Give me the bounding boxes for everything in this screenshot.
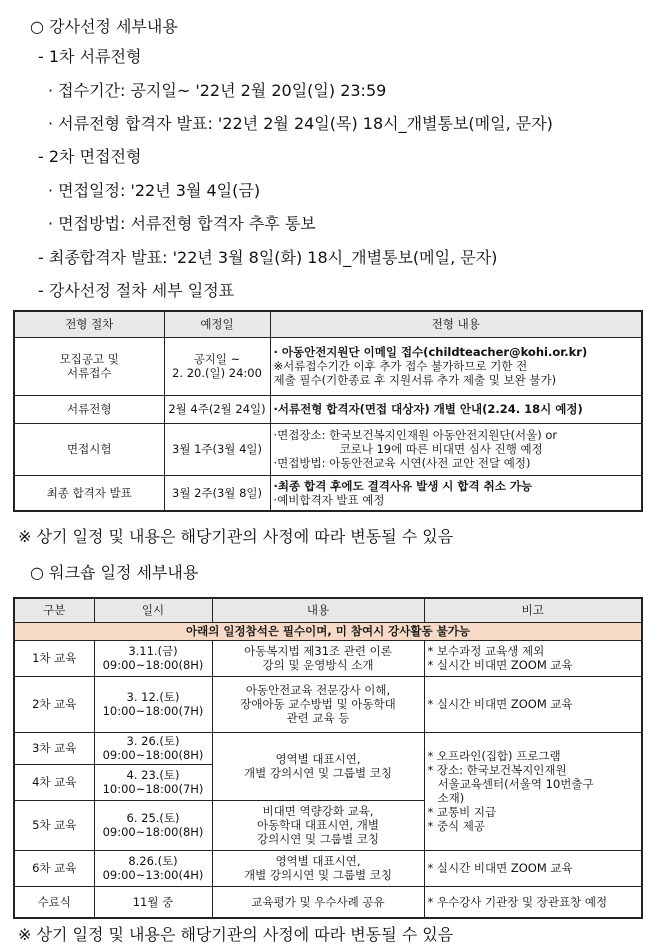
attendance-notice: 아래의 일정참석은 필수이며, 미 참여시 강사활동 불가능: [14, 622, 642, 640]
notice-change-1: ※ 상기 일정 및 내용은 해당기관의 사정에 따라 변동될 수 있음: [18, 527, 454, 546]
header-date: 예정일: [164, 311, 270, 337]
header-remarks: 비고: [424, 598, 642, 622]
selection-schedule-table: [13, 310, 643, 512]
table-row: 1차 교육 3.11.(금) 09:00~18:00(8H) 아동복지법 제31조 관련 이론 강의 및 운영방식 소개 * 보수과정 교육생 제외 * 실시간 비대면 ZOOM 교육: [14, 640, 642, 676]
header-category: 구분: [14, 598, 94, 622]
document-result-announcement: · 서류전형 합격자 발표: '22년 2월 24일(목) 18시_개별통보(메일, 문자): [48, 114, 553, 133]
table-row: 5차 교육 6. 25.(토) 09:00~18:00(8H) 비대면 역량강화 교육, 아동학대 대표시연, 개별 강의시연 및 그룹별 코칭: [14, 800, 642, 850]
schedule-table-heading: - 강사선정 절차 세부 일정표: [38, 281, 235, 300]
header-content: 내용: [212, 598, 424, 622]
table-row: 최종 합격자 발표 3월 2주(3월 8일) ·최종 합격 후에도 결격사유 발생 시 합격 취소 가능 ·예비합격자 발표 예정: [14, 475, 642, 511]
table-row: 모집공고 및 서류접수 공지일 ~ 2. 20.(일) 24:00 · 아동안전지원단 이메일 접수(childteacher@kohi.or.kr) ※서류접수기간 이후 추가 접수 불가하므로 기한 전 제출 필수(기한종료 후 지원서류 추가 제출 및 보완 불가): [14, 337, 642, 395]
header-step: 전형 절차: [14, 311, 164, 337]
section-title-selection: ○ 강사선정 세부내용: [30, 17, 178, 36]
section-title-workshop: ○ 워크숍 일정 세부내용: [30, 563, 199, 582]
table-row: 면접시험 3월 1주(3월 4일) ·면접장소: 한국보건복지인재원 아동안전지원단(서울) or 코로나 19에 따른 비대면 심사 진행 예정 ·면접방법: 아동안전교육 시연(사전 교안 전달 예정): [14, 423, 642, 475]
table-row: 수료식 11월 중 교육평가 및 우수사례 공유 * 우수강사 기관장 및 장관표창 예정: [14, 886, 642, 918]
table-row: 서류전형 2월 4주(2월 24일) ·서류전형 합격자(면접 대상자) 개별 안내(2.24. 18시 예정): [14, 395, 642, 423]
workshop-schedule-table: [13, 597, 643, 919]
interview-date: · 면접일정: '22년 3월 4일(금): [48, 181, 261, 200]
header-datetime: 일시: [94, 598, 212, 622]
interview-method: · 면접방법: 서류전형 합격자 추후 통보: [48, 214, 316, 233]
table-row: 6차 교육 8.26.(토) 09:00~13:00(4H) 영역별 대표시연, 개별 강의시연 및 그룹별 코칭 * 실시간 비대면 ZOOM 교육: [14, 850, 642, 886]
application-period: · 접수기간: 공지일~ '22년 2월 20일(일) 23:59: [48, 81, 387, 100]
step-2-heading: - 2차 면접전형: [38, 147, 142, 166]
table-row: 4차 교육 4. 23.(토) 10:00~18:00(7H): [14, 764, 642, 800]
table-row: 3차 교육 3. 26.(토) 09:00~18:00(8H) 영역별 대표시연, 개별 강의시연 및 그룹별 코칭 * 오프라인(집합) 프로그램 * 장소: 한국보건복지인재원 서울교육센터(서울역 10번출구 소재) * 교통비 지급 * 중식 제공: [14, 732, 642, 764]
header-content: 전형 내용: [270, 311, 642, 337]
table-row: 2차 교육 3. 12.(토) 10:00~18:00(7H) 아동안전교육 전문강사 이해, 장애아동 교수방법 및 아동학대 관련 교육 등 * 실시간 비대면 ZOOM 교육: [14, 676, 642, 732]
notice-change-2: ※ 상기 일정 및 내용은 해당기관의 사정에 따라 변동될 수 있음: [18, 925, 454, 944]
step-1-heading: - 1차 서류전형: [38, 47, 142, 66]
final-announcement: - 최종합격자 발표: '22년 3월 8일(화) 18시_개별통보(메일, 문자): [38, 248, 498, 267]
